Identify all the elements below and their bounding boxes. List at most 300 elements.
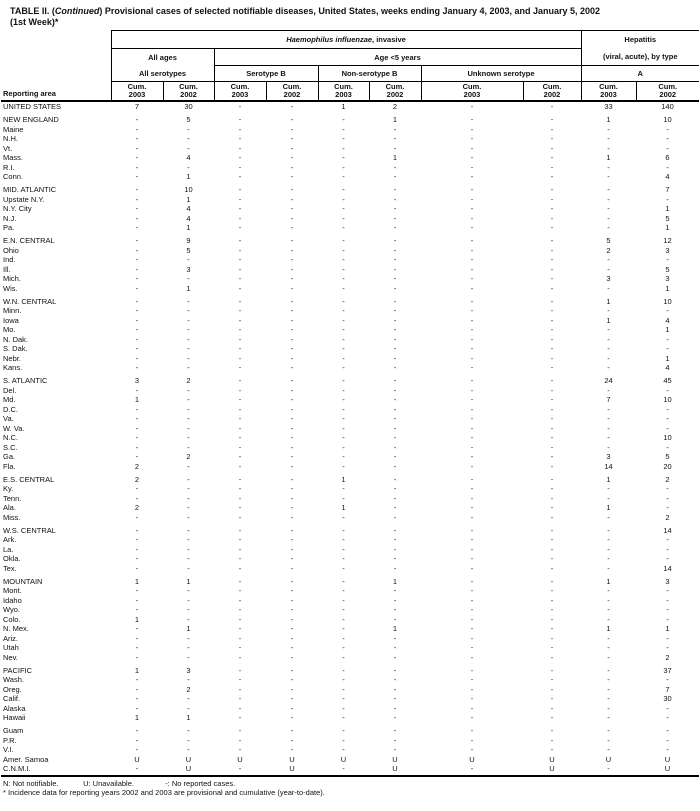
value-cell: -	[135, 512, 139, 522]
value-cell: -	[342, 296, 345, 306]
value-cell: -	[550, 576, 554, 586]
value-cell: -	[550, 255, 554, 265]
value-cell: -	[550, 274, 554, 284]
value-cell: 9	[186, 236, 191, 246]
value-cell: -	[470, 236, 474, 246]
value-cell: -	[135, 484, 139, 494]
cum-col-header: Cum. 2002	[523, 82, 581, 102]
value-cell: -	[238, 325, 242, 335]
value-cell: 5	[665, 452, 670, 462]
value-cell: -	[470, 344, 474, 354]
value-cell: -	[238, 296, 242, 306]
value-cell: 37	[663, 665, 672, 675]
table-row	[1, 112, 699, 125]
value-cell: -	[550, 325, 554, 335]
value-cell: 1	[341, 102, 346, 112]
table-row	[1, 344, 699, 354]
value-cell: -	[550, 474, 554, 484]
value-cell: -	[238, 274, 242, 284]
value-cell: -	[342, 306, 345, 316]
value-cell: -	[666, 484, 669, 494]
value-cell: -	[135, 385, 139, 395]
value-cell: 1	[606, 115, 611, 125]
table-row	[1, 144, 699, 154]
value-cell: -	[393, 223, 397, 233]
value-cell: -	[550, 204, 554, 214]
reporting-area-cell: NEW ENGLAND	[3, 115, 59, 125]
value-cell: -	[393, 134, 397, 144]
value-cell: -	[666, 643, 669, 653]
value-cell: 1	[341, 503, 346, 513]
value-cell: -	[290, 102, 294, 112]
value-cell: -	[290, 334, 294, 344]
value-cell: -	[187, 703, 190, 713]
value-cell: 1	[606, 576, 611, 586]
value-cell: -	[135, 586, 139, 596]
reporting-area-cell: Va.	[3, 414, 14, 424]
value-cell: -	[290, 614, 294, 624]
reporting-area-cell: Hawaii	[3, 713, 26, 723]
value-cell: -	[135, 442, 139, 452]
value-cell: -	[342, 162, 345, 172]
value-cell: -	[290, 735, 294, 745]
value-cell: 1	[186, 713, 191, 723]
value-cell: -	[550, 395, 554, 405]
value-cell: -	[342, 143, 345, 153]
value-cell: -	[342, 245, 345, 255]
value-cell: -	[187, 423, 190, 433]
value-cell: 1	[341, 474, 346, 484]
reporting-area-cell: Maine	[3, 124, 24, 134]
value-cell: 1	[392, 153, 398, 163]
value-cell: -	[666, 404, 669, 414]
table-row	[1, 101, 699, 112]
value-cell: -	[290, 474, 294, 484]
value-cell: -	[290, 172, 294, 182]
table-row	[1, 535, 699, 545]
value-cell: -	[342, 576, 345, 586]
value-cell: -	[607, 325, 610, 335]
value-cell: -	[666, 745, 669, 755]
value-cell: -	[135, 643, 139, 653]
reporting-area-cell: D.C.	[3, 404, 18, 414]
value-cell: -	[135, 236, 139, 246]
value-cell: 5	[186, 245, 191, 255]
value-cell: -	[238, 376, 242, 386]
value-cell: -	[550, 614, 554, 624]
value-cell: -	[135, 363, 139, 373]
value-cell: U	[605, 754, 612, 764]
value-cell: -	[550, 703, 554, 713]
value-cell: 1	[665, 624, 670, 634]
value-cell: 10	[663, 115, 672, 125]
value-cell: -	[550, 563, 554, 573]
value-cell: -	[290, 376, 294, 386]
value-cell: -	[550, 525, 554, 535]
value-cell: 1	[606, 503, 611, 513]
value-cell: U	[523, 764, 581, 776]
value-cell: -	[393, 544, 397, 554]
value-cell: -	[470, 694, 474, 704]
table-row	[1, 503, 699, 513]
value-cell: -	[607, 713, 610, 723]
value-cell: -	[290, 595, 294, 605]
value-cell: -	[135, 703, 139, 713]
value-cell: -	[342, 735, 345, 745]
value-cell: 1	[186, 172, 191, 182]
value-cell: -	[238, 172, 242, 182]
haemophilus-invasive-label: , invasive	[372, 35, 406, 45]
value-cell: -	[238, 153, 242, 163]
value-cell: 1	[186, 283, 191, 293]
value-cell: -	[342, 512, 345, 522]
value-cell: -	[342, 703, 345, 713]
value-cell: -	[187, 334, 190, 344]
value-cell: -	[135, 194, 139, 204]
value-cell: -	[393, 344, 397, 354]
value-cell: 1	[665, 353, 670, 363]
value-cell: -	[470, 461, 474, 471]
table-row	[1, 125, 699, 135]
table-row	[1, 414, 699, 424]
value-cell: -	[342, 423, 345, 433]
value-cell: -	[187, 461, 190, 471]
value-cell: -	[135, 283, 139, 293]
value-cell: U	[266, 764, 318, 776]
value-cell: -	[607, 124, 610, 134]
value-cell: -	[607, 404, 610, 414]
table-row	[1, 745, 699, 755]
reporting-area-cell: Md.	[3, 395, 16, 405]
value-cell: -	[135, 684, 139, 694]
hepatitis-a-header: A	[581, 66, 699, 82]
value-cell: -	[238, 614, 242, 624]
value-cell: -	[290, 153, 294, 163]
value-cell: 2	[665, 474, 670, 484]
value-cell: -	[421, 764, 523, 776]
value-cell: -	[393, 325, 397, 335]
value-cell: 5	[665, 264, 670, 274]
value-cell: 5	[186, 115, 191, 125]
value-cell: -	[607, 643, 610, 653]
value-cell: 1	[134, 614, 140, 624]
value-cell: -	[342, 665, 345, 675]
value-cell: -	[393, 452, 397, 462]
value-cell: -	[393, 185, 397, 195]
value-cell: -	[666, 344, 669, 354]
value-cell: -	[550, 433, 554, 443]
reporting-area-cell: Upstate N.Y.	[3, 194, 45, 204]
value-cell: -	[470, 115, 474, 125]
value-cell: -	[187, 344, 190, 354]
value-cell: -	[666, 544, 669, 554]
value-cell: -	[238, 675, 242, 685]
value-cell: -	[470, 353, 474, 363]
value-cell: -	[550, 363, 554, 373]
value-cell: -	[290, 576, 294, 586]
table-row	[1, 214, 699, 224]
table-row	[1, 316, 699, 326]
value-cell: -	[470, 703, 474, 713]
reporting-area-cell: MID. ATLANTIC	[3, 185, 57, 195]
value-cell: -	[290, 665, 294, 675]
reporting-area-cell: Ind.	[3, 255, 16, 265]
reporting-area-cell: N. Dak.	[3, 334, 29, 344]
table-row	[1, 484, 699, 494]
value-cell: -	[342, 694, 345, 704]
value-cell: -	[187, 274, 190, 284]
value-cell: -	[135, 493, 139, 503]
value-cell: -	[550, 624, 554, 634]
reporting-area-cell: S. ATLANTIC	[3, 376, 48, 386]
value-cell: -	[342, 115, 345, 125]
value-cell: -	[607, 134, 610, 144]
value-cell: -	[238, 283, 242, 293]
reporting-area-cell: Wis.	[3, 283, 18, 293]
value-cell: -	[238, 586, 242, 596]
value-cell: -	[238, 185, 242, 195]
footnote-no-reported-cases: -: No reported cases.	[165, 778, 236, 788]
value-cell: -	[135, 554, 139, 564]
value-cell: -	[187, 675, 190, 685]
value-cell: 7	[606, 395, 611, 405]
value-cell: -	[470, 124, 474, 134]
value-cell: 2	[186, 684, 191, 694]
value-cell: -	[607, 194, 610, 204]
table-row	[1, 462, 699, 472]
value-cell: -	[238, 204, 242, 214]
value-cell: -	[135, 162, 139, 172]
value-cell: -	[238, 115, 242, 125]
value-cell: -	[290, 433, 294, 443]
value-cell: -	[342, 525, 345, 535]
footnote-symbols-line	[3, 779, 700, 789]
value-cell: -	[238, 544, 242, 554]
reporting-area-cell: W.N. CENTRAL	[3, 296, 57, 306]
value-cell: -	[470, 315, 474, 325]
value-cell: -	[607, 306, 610, 316]
value-cell: 1	[186, 576, 191, 586]
value-cell: -	[607, 694, 610, 704]
table-row	[1, 573, 699, 586]
reporting-area-cell: W. Va.	[3, 423, 25, 433]
value-cell: -	[342, 213, 345, 223]
value-cell: -	[342, 344, 345, 354]
value-cell: -	[550, 535, 554, 545]
value-cell: -	[607, 442, 610, 452]
value-cell: -	[607, 745, 610, 755]
value-cell: U	[369, 764, 421, 776]
value-cell: -	[393, 675, 397, 685]
value-cell: -	[238, 194, 242, 204]
value-cell: -	[290, 414, 294, 424]
value-cell: -	[238, 423, 242, 433]
value-cell: -	[290, 143, 294, 153]
value-cell: -	[581, 764, 636, 776]
reporting-area-cell: Miss.	[3, 512, 21, 522]
value-cell: -	[393, 236, 397, 246]
value-cell: -	[550, 493, 554, 503]
value-cell: -	[342, 325, 345, 335]
reporting-area-cell: Guam	[3, 726, 24, 736]
value-cell: -	[607, 652, 610, 662]
value-cell: -	[290, 745, 294, 755]
value-cell: -	[238, 452, 242, 462]
value-cell: -	[135, 255, 139, 265]
value-cell: -	[342, 204, 345, 214]
value-cell: U	[549, 754, 555, 764]
value-cell: -	[238, 264, 242, 274]
reporting-area-cell: Tenn.	[3, 493, 22, 503]
reporting-area-cell: Minn.	[3, 306, 22, 316]
value-cell: 1	[134, 395, 140, 405]
value-cell: -	[238, 694, 242, 704]
value-cell: -	[550, 726, 554, 736]
value-cell: -	[393, 363, 397, 373]
value-cell: -	[607, 185, 610, 195]
value-cell: -	[550, 172, 554, 182]
value-cell: 5	[665, 213, 670, 223]
value-cell: -	[393, 296, 397, 306]
value-cell: -	[550, 665, 554, 675]
value-cell: -	[550, 213, 554, 223]
value-cell: -	[470, 484, 474, 494]
value-cell: 4	[186, 153, 191, 163]
value-cell: -	[135, 595, 139, 605]
value-cell: -	[238, 643, 242, 653]
value-cell: -	[393, 376, 397, 386]
value-cell: -	[187, 726, 190, 736]
value-cell: -	[135, 143, 139, 153]
value-cell: -	[550, 315, 554, 325]
table-row	[1, 586, 699, 596]
value-cell: -	[238, 162, 242, 172]
value-cell: -	[342, 484, 345, 494]
value-cell: -	[342, 713, 345, 723]
value-cell: -	[550, 586, 554, 596]
value-cell: -	[470, 376, 474, 386]
value-cell: -	[550, 675, 554, 685]
table-row	[1, 704, 699, 714]
value-cell: 14	[663, 563, 672, 573]
value-cell: -	[393, 255, 397, 265]
haemophilus-species-name: Haemophilus influenzae	[286, 35, 373, 45]
value-cell: -	[342, 185, 345, 195]
value-cell: -	[666, 143, 669, 153]
value-cell: U	[185, 754, 192, 764]
value-cell: -	[187, 363, 190, 373]
table-row	[1, 662, 699, 675]
reporting-area-cell: S. Dak.	[3, 344, 28, 354]
value-cell: -	[238, 414, 242, 424]
value-cell: -	[238, 512, 242, 522]
value-cell: -	[342, 283, 345, 293]
value-cell: -	[238, 684, 242, 694]
value-cell: -	[550, 185, 554, 195]
value-cell: -	[290, 624, 294, 634]
value-cell: -	[135, 414, 139, 424]
reporting-area-cell: P.R.	[3, 735, 17, 745]
value-cell: -	[550, 296, 554, 306]
value-cell: -	[135, 185, 139, 195]
value-cell: -	[393, 162, 397, 172]
value-cell: -	[187, 512, 190, 522]
value-cell: 5	[606, 236, 611, 246]
value-cell: -	[393, 614, 397, 624]
value-cell: -	[187, 306, 190, 316]
reporting-area-cell: Mass.	[3, 153, 24, 163]
value-cell: -	[238, 493, 242, 503]
value-cell: -	[238, 595, 242, 605]
value-cell: -	[135, 544, 139, 554]
value-cell: -	[342, 223, 345, 233]
value-cell: -	[550, 484, 554, 494]
reporting-area-cell: PACIFIC	[3, 665, 33, 675]
value-cell: -	[470, 624, 474, 634]
value-cell: -	[607, 586, 610, 596]
value-cell: U	[163, 764, 214, 776]
value-cell: -	[550, 223, 554, 233]
value-cell: 1	[392, 115, 398, 125]
value-cell: -	[187, 614, 190, 624]
value-cell: -	[393, 124, 397, 134]
all-serotypes-header: All serotypes	[111, 66, 214, 82]
table-row	[1, 172, 699, 182]
value-cell: -	[470, 395, 474, 405]
reporting-area-cell: Ill.	[3, 264, 11, 274]
value-cell: -	[470, 452, 474, 462]
value-cell: 1	[186, 624, 191, 634]
value-cell: -	[550, 236, 554, 246]
value-cell: -	[607, 633, 610, 643]
value-cell: -	[666, 134, 669, 144]
value-cell: -	[393, 735, 397, 745]
table-row	[1, 373, 699, 386]
table-row	[1, 274, 699, 284]
value-cell: 1	[392, 624, 398, 634]
value-cell: -	[550, 306, 554, 316]
value-cell: -	[550, 605, 554, 615]
value-cell: -	[135, 745, 139, 755]
reporting-area-cell: Ala.	[3, 503, 16, 513]
value-cell: 10	[663, 296, 672, 306]
value-cell: -	[607, 353, 610, 363]
value-cell: -	[550, 283, 554, 293]
value-cell: -	[238, 624, 242, 634]
value-cell: -	[187, 143, 190, 153]
table-header	[1, 31, 699, 102]
haemophilus-group-header	[111, 31, 581, 49]
value-cell: -	[238, 385, 242, 395]
table-row	[1, 764, 699, 776]
value-cell: -	[290, 461, 294, 471]
value-cell: -	[342, 395, 345, 405]
value-cell: -	[238, 525, 242, 535]
value-cell: -	[470, 153, 474, 163]
value-cell: -	[470, 363, 474, 373]
table-row	[1, 723, 699, 736]
value-cell: -	[550, 245, 554, 255]
reporting-area-cell: Mich.	[3, 274, 21, 284]
table-row	[1, 596, 699, 606]
table-row	[1, 643, 699, 653]
value-cell: -	[550, 595, 554, 605]
value-cell: 1	[665, 325, 670, 335]
value-cell: -	[290, 563, 294, 573]
value-cell: -	[238, 652, 242, 662]
value-cell: -	[342, 624, 345, 634]
value-cell: -	[393, 433, 397, 443]
